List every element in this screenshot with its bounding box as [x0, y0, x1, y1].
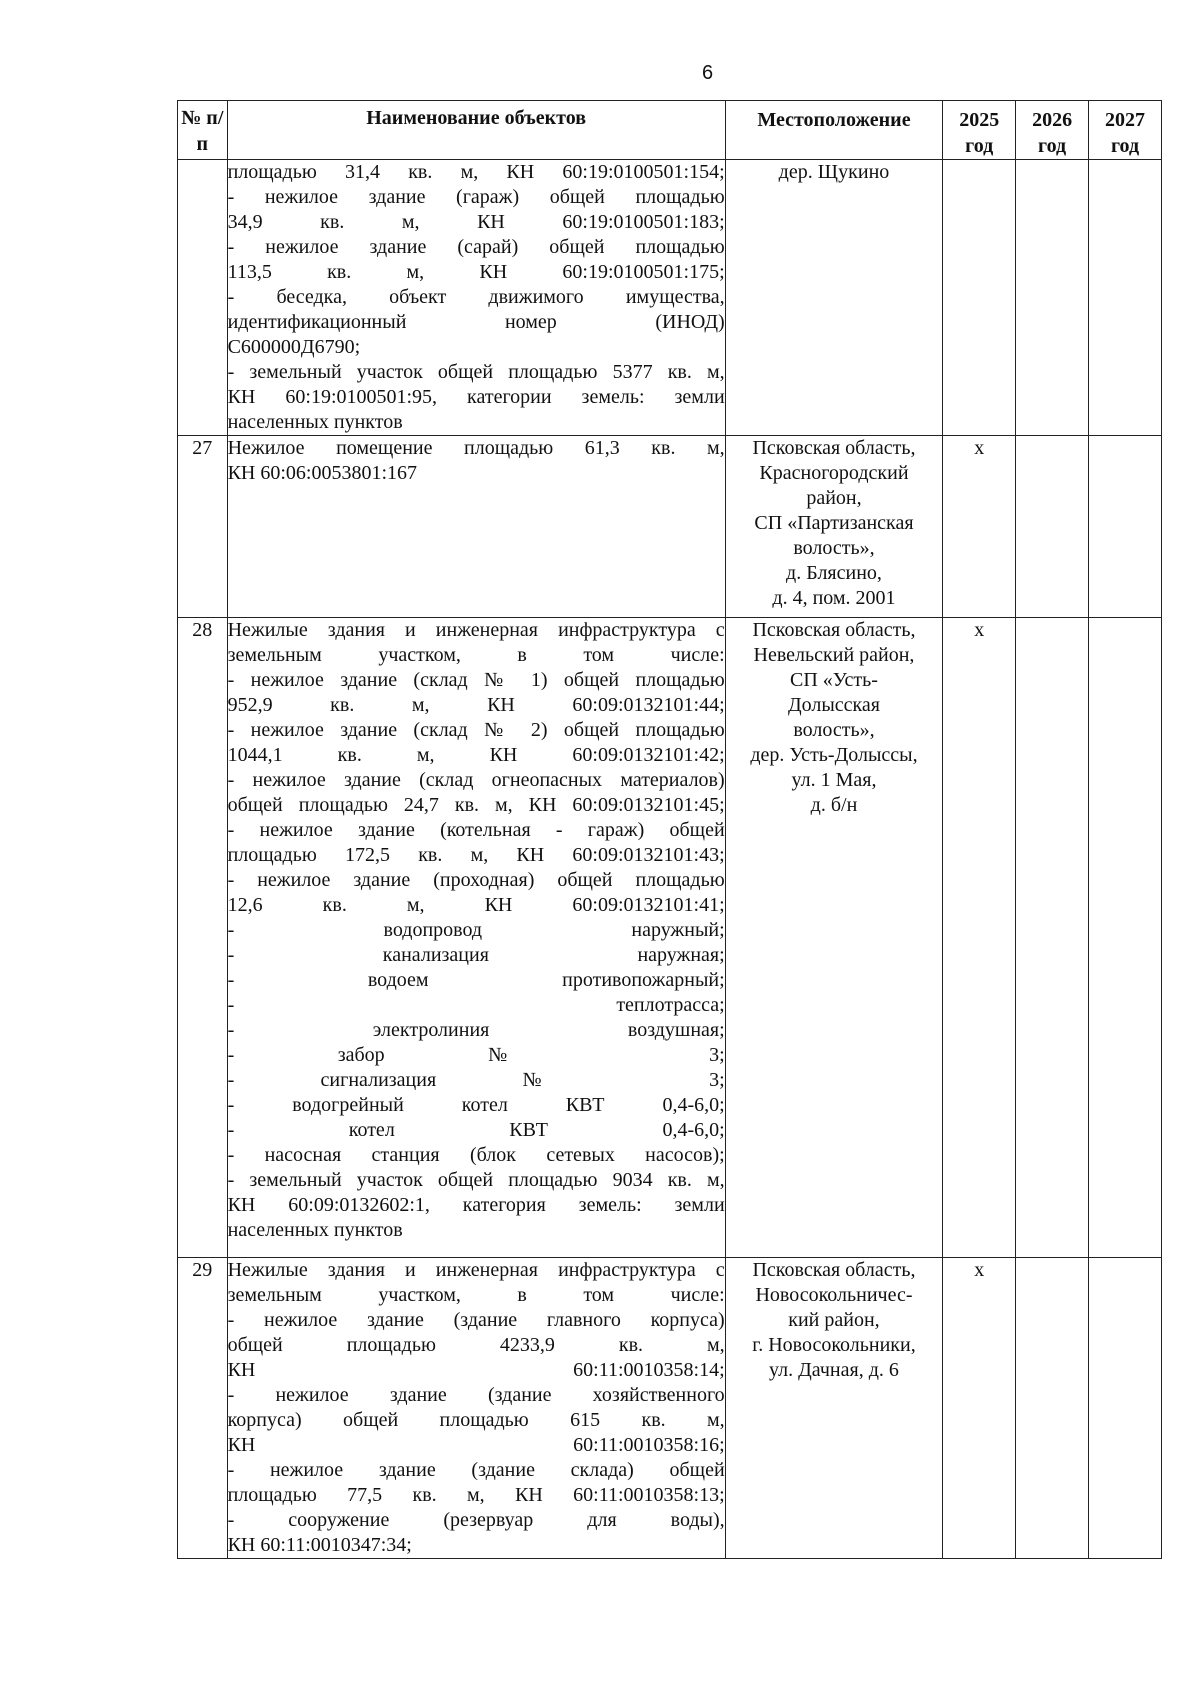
year-mark-2025: х: [943, 618, 1016, 1258]
description-line: идентификационный номер (ИНОД): [227, 311, 725, 333]
location-line: Долысская: [787, 694, 880, 716]
table-row: [178, 1258, 1162, 1559]
object-location: [725, 160, 943, 436]
location-line: Псковская область,: [752, 437, 916, 459]
description-line: - нежилое здание (склад № 2) общей площадью: [227, 719, 725, 741]
description-line: - водопровод наружный;: [227, 919, 725, 941]
objects-table: [177, 100, 1162, 1559]
location-line: район,: [806, 487, 862, 509]
description-line: - электролиния воздушная;: [227, 1019, 725, 1041]
row-number: 27: [178, 436, 228, 618]
location-line: Невельский район,: [753, 644, 915, 666]
year-mark-2027: [1089, 618, 1162, 1258]
location-line: Псковская область,: [752, 619, 916, 641]
description-line: С600000Д6790;: [227, 336, 361, 358]
description-line: - нежилое здание (здание склада) общей: [227, 1459, 725, 1481]
page-number: 6: [701, 62, 714, 84]
description-line: - нежилое здание (склад № 1) общей площадью: [227, 669, 725, 691]
location-line: СП «Партизанская: [754, 512, 914, 534]
object-location: [725, 618, 943, 1258]
location-line: волость»,: [793, 537, 875, 559]
year-mark-2027: [1089, 436, 1162, 618]
table-row: [178, 160, 1162, 436]
description-line: общей площадью 24,7 кв. м, КН 60:09:0132101:45;: [227, 794, 725, 816]
description-line: КН 60:06:0053801:167: [227, 462, 418, 484]
year-mark-2027: [1089, 160, 1162, 436]
year-mark-2026: [1016, 618, 1089, 1258]
year-mark-2025: [943, 160, 1016, 436]
year-mark-2026: [1016, 436, 1089, 618]
object-description: [227, 160, 725, 436]
description-line: - земельный участок общей площадью 5377 кв. м,: [227, 361, 725, 383]
description-line: 34,9 кв. м, КН 60:19:0100501:183;: [227, 211, 725, 233]
description-line: 1044,1 кв. м, КН 60:09:0132101:42;: [227, 744, 725, 766]
location-line: д. 4, пом. 2001: [772, 587, 896, 609]
description-line: площадью 172,5 кв. м, КН 60:09:0132101:43;: [227, 844, 725, 866]
table-row: [178, 436, 1162, 618]
description-line: земельным участком, в том числе:: [227, 1284, 725, 1306]
description-line: земельным участком, в том числе:: [227, 644, 725, 666]
table-header-row: [178, 101, 1162, 160]
description-line: КН 60:11:0010347:34;: [227, 1534, 412, 1556]
description-line: 113,5 кв. м, КН 60:19:0100501:175;: [227, 261, 725, 283]
header-2025: 2025 год: [943, 101, 1016, 160]
year-mark-2025: х: [943, 1258, 1016, 1559]
description-line: Нежилые здания и инженерная инфраструктура с: [227, 1259, 725, 1281]
location-line: ул. 1 Мая,: [791, 769, 877, 791]
description-line: КН 60:09:0132602:1, категория земель: земли: [227, 1194, 725, 1216]
year-mark-2026: [1016, 160, 1089, 436]
description-line: - беседка, объект движимого имущества,: [227, 286, 725, 308]
description-line: - водоем противопожарный;: [227, 969, 725, 991]
description-line: - земельный участок общей площадью 9034 кв. м,: [227, 1169, 725, 1191]
location-line: кий район,: [788, 1309, 880, 1331]
header-2027: 2027 год: [1089, 101, 1162, 160]
location-line: д. Блясино,: [786, 562, 882, 584]
header-location: Местоположение: [725, 101, 943, 160]
year-mark-2025: х: [943, 436, 1016, 618]
description-line: Нежилое помещение площадью 61,3 кв. м,: [227, 437, 725, 459]
description-line: населенных пунктов: [227, 1219, 403, 1241]
header-2026: 2026 год: [1016, 101, 1089, 160]
description-line: площадью 31,4 кв. м, КН 60:19:0100501:154;: [227, 161, 725, 183]
description-line: - нежилое здание (здание хозяйственного: [227, 1384, 725, 1406]
description-line: - теплотрасса;: [227, 994, 725, 1016]
description-line: - нежилое здание (сарай) общей площадью: [227, 236, 725, 258]
description-line: - нежилое здание (котельная - гараж) общей: [227, 819, 725, 841]
location-line: ул. Дачная, д. 6: [769, 1359, 899, 1381]
header-name: Наименование объектов: [227, 101, 725, 160]
description-line: - нежилое здание (проходная) общей площадью: [227, 869, 725, 891]
description-line: - сооружение (резервуар для воды),: [227, 1509, 725, 1531]
object-location: [725, 1258, 943, 1559]
description-line: общей площадью 4233,9 кв. м,: [227, 1334, 725, 1356]
table-row: [178, 618, 1162, 1258]
description-line: 952,9 кв. м, КН 60:09:0132101:44;: [227, 694, 725, 716]
object-description: [227, 618, 725, 1258]
description-line: - забор № 3;: [227, 1044, 725, 1066]
year-mark-2026: [1016, 1258, 1089, 1559]
description-line: - нежилое здание (гараж) общей площадью: [227, 186, 725, 208]
description-line: КН 60:19:0100501:95, категории земель: земли: [227, 386, 725, 408]
location-line: дер. Усть-Долыссы,: [750, 744, 918, 766]
description-line: площадью 77,5 кв. м, КН 60:11:0010358:13;: [227, 1484, 725, 1506]
row-number: 29: [178, 1258, 228, 1559]
description-line: Нежилые здания и инженерная инфраструктура с: [227, 619, 725, 641]
location-line: Псковская область,: [752, 1259, 916, 1281]
location-line: Красногородский: [759, 462, 909, 484]
row-number: [178, 160, 228, 436]
location-line: волость»,: [793, 719, 875, 741]
object-description: [227, 436, 725, 618]
location-line: дер. Щукино: [778, 161, 890, 183]
location-line: г. Новосокольники,: [752, 1334, 916, 1356]
description-line: - сигнализация № 3;: [227, 1069, 725, 1091]
location-line: СП «Усть-: [790, 669, 878, 691]
year-mark-2027: [1089, 1258, 1162, 1559]
description-line: - котел КВТ 0,4-6,0;: [227, 1119, 725, 1141]
description-line: - нежилое здание (здание главного корпуса): [227, 1309, 725, 1331]
description-line: - нежилое здание (склад огнеопасных материалов): [227, 769, 725, 791]
description-line: КН 60:11:0010358:14;: [227, 1359, 725, 1381]
object-description: [227, 1258, 725, 1559]
row-number: 28: [178, 618, 228, 1258]
description-line: - водогрейный котел КВТ 0,4-6,0;: [227, 1094, 725, 1116]
description-line: корпуса) общей площадью 615 кв. м,: [227, 1409, 725, 1431]
location-line: Новосокольничес-: [755, 1284, 913, 1306]
location-line: д. б/н: [810, 794, 858, 816]
description-line: КН 60:11:0010358:16;: [227, 1434, 725, 1456]
object-location: [725, 436, 943, 618]
description-line: - канализация наружная;: [227, 944, 725, 966]
description-line: 12,6 кв. м, КН 60:09:0132101:41;: [227, 894, 725, 916]
description-line: - насосная станция (блок сетевых насосов);: [227, 1144, 725, 1166]
header-num: № п/п: [178, 101, 228, 160]
description-line: населенных пунктов: [227, 411, 403, 433]
